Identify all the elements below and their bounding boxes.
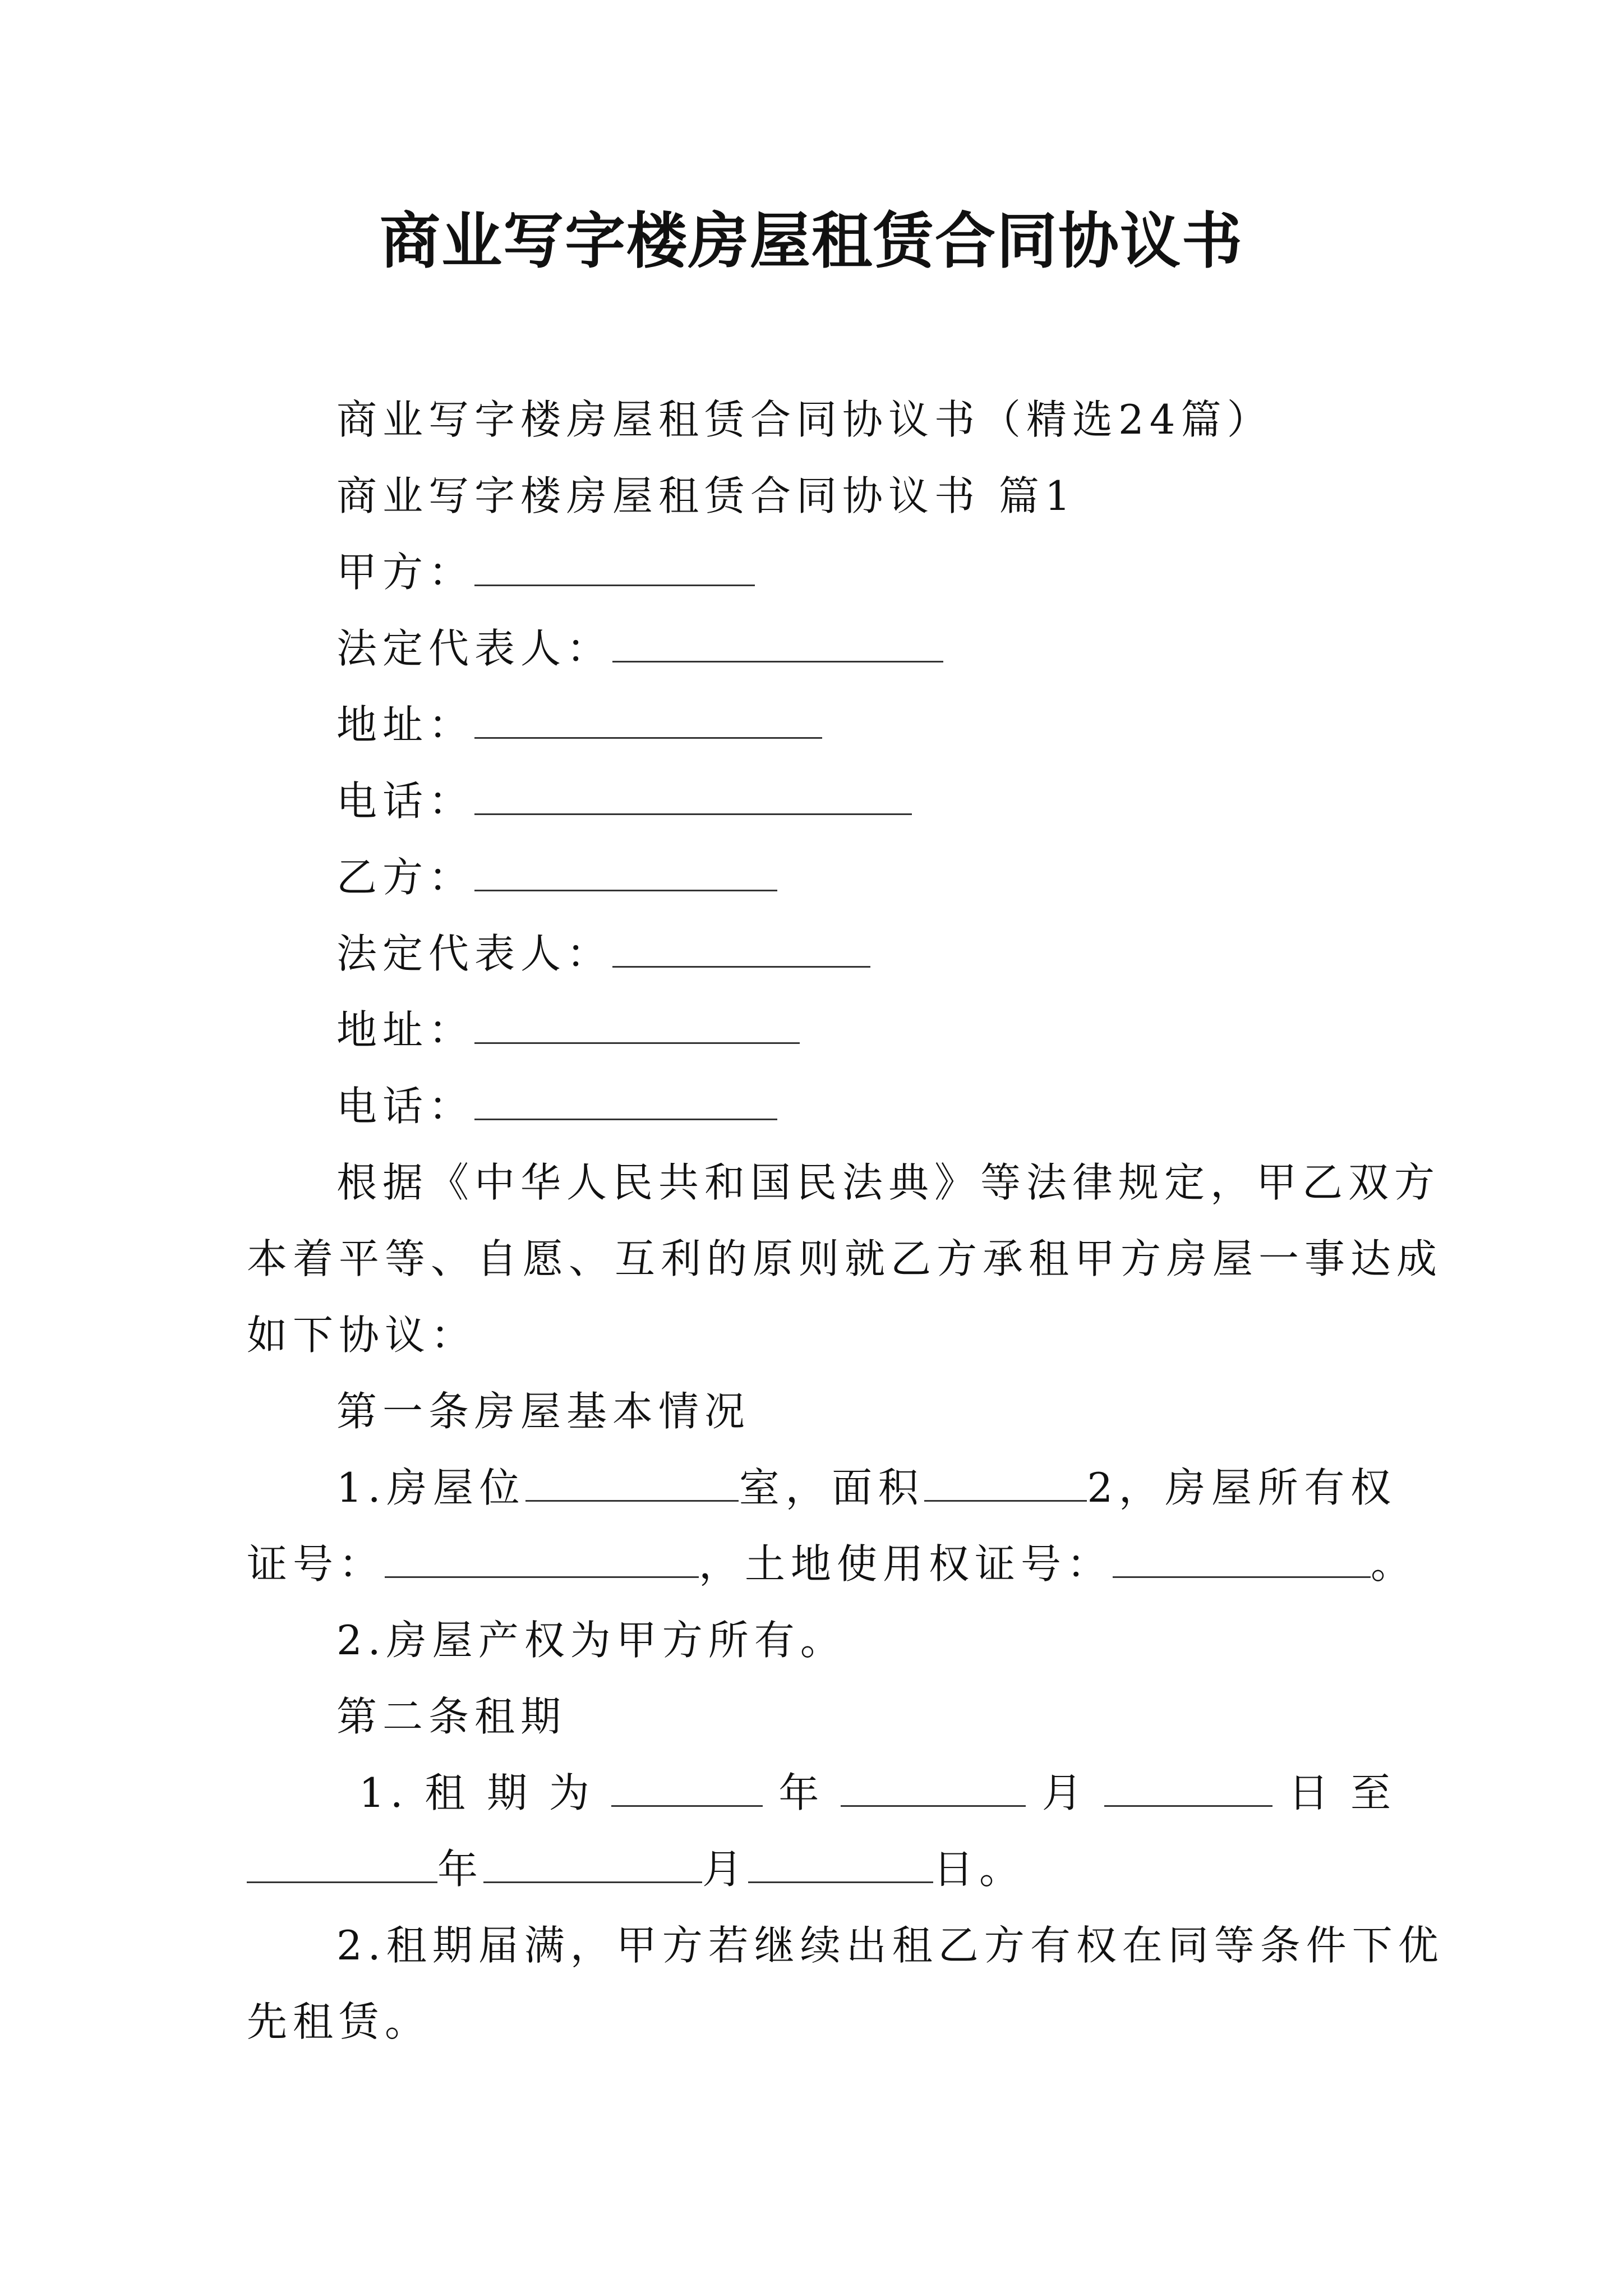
article-2-item-1-line-1 — [247, 1755, 1396, 1831]
start-day-blank — [1104, 1773, 1272, 1807]
subtitle-text: 商业写字楼房屋租赁合同协议书（精选24篇） — [336, 396, 1273, 443]
end-day-blank — [748, 1849, 933, 1883]
party-a-rep-line — [247, 610, 1396, 687]
article-2-item-1-line-2 — [247, 1831, 1396, 1907]
party-b-rep-line — [247, 915, 1396, 992]
end-year-blank — [247, 1849, 437, 1883]
party-b-phone-label: 电话： — [336, 1083, 475, 1130]
party-a-address-label: 地址： — [336, 701, 475, 748]
article-1-heading: 第一条房屋基本情况 — [336, 1388, 751, 1435]
party-b-blank — [474, 857, 777, 891]
period-mark: 。 — [1371, 1540, 1417, 1588]
document-body — [247, 381, 1444, 2060]
preamble-line-1: 根据《中华人民共和国民法典》等法律规定，甲乙双方 — [336, 1159, 1441, 1206]
start-month-blank — [841, 1773, 1026, 1807]
land-cert-label: ，土地使用权证号： — [699, 1540, 1113, 1588]
party-b-rep-blank — [612, 933, 870, 968]
party-b-line — [247, 839, 1396, 915]
ownership-cert-blank — [385, 1544, 699, 1578]
party-b-address-blank — [474, 1010, 800, 1044]
land-cert-blank — [1113, 1544, 1371, 1578]
party-b-phone-line — [247, 1068, 1396, 1144]
start-year-blank — [611, 1773, 763, 1807]
article-1-item-1-line-1 — [247, 1450, 1396, 1526]
article-2-item-2-line-1: 2.租期届满，甲方若继续出租乙方有权在同等条件下优 — [336, 1922, 1444, 1969]
article-2-heading: 第二条租期 — [336, 1693, 567, 1740]
party-a-label: 甲方： — [336, 549, 475, 596]
party-a-phone-line — [247, 763, 1396, 839]
party-a-address-line — [247, 687, 1396, 763]
section-heading — [247, 458, 1396, 534]
term-label: 1.租期为 — [359, 1769, 611, 1816]
party-b-address-line — [247, 992, 1396, 1068]
article-2-item-2-line-2: 先租赁。 — [247, 1998, 431, 2045]
party-b-address-label: 地址： — [336, 1006, 475, 1053]
party-a-rep-label: 法定代表人： — [336, 625, 613, 672]
preamble-line-2: 本着平等、自愿、互利的原则就乙方承租甲方房屋一事达成 — [247, 1235, 1443, 1282]
day2-label: 日。 — [933, 1846, 1026, 1893]
item-1-area-label: 室，面积 — [739, 1464, 925, 1511]
party-a-phone-label: 电话： — [336, 777, 475, 825]
party-a-rep-blank — [612, 628, 943, 662]
year2-label: 年 — [437, 1846, 484, 1893]
item-1-ownership-label: 2，房屋所有权 — [1087, 1464, 1397, 1511]
article-1-item-2: 2.房屋产权为甲方所有。 — [336, 1617, 846, 1664]
year-label: 年 — [762, 1769, 841, 1816]
preamble-line-3: 如下协议： — [247, 1312, 477, 1359]
document-title: 商业写字楼房屋租赁合同协议书 — [379, 206, 1243, 277]
month-label: 月 — [1026, 1769, 1104, 1816]
party-a-blank — [474, 552, 755, 586]
party-a-address-blank — [474, 705, 822, 739]
party-b-phone-blank — [474, 1086, 777, 1120]
section-heading-text: 商业写字楼房屋租赁合同协议书 篇1 — [336, 472, 1076, 519]
month2-label: 月 — [702, 1846, 749, 1893]
party-a-phone-blank — [474, 781, 912, 815]
document-subtitle — [247, 381, 1396, 458]
article-1-item-1-line-2 — [247, 1526, 1417, 1602]
room-blank — [525, 1467, 739, 1502]
party-a-line — [247, 534, 1396, 610]
day-to-label: 日至 — [1272, 1769, 1396, 1816]
certificate-label: 证号： — [247, 1540, 385, 1588]
end-month-blank — [483, 1849, 702, 1883]
area-blank — [924, 1467, 1087, 1502]
party-b-rep-label: 法定代表人： — [336, 930, 613, 977]
item-1-location-label: 1.房屋位 — [336, 1464, 526, 1511]
party-b-label: 乙方： — [336, 854, 475, 901]
